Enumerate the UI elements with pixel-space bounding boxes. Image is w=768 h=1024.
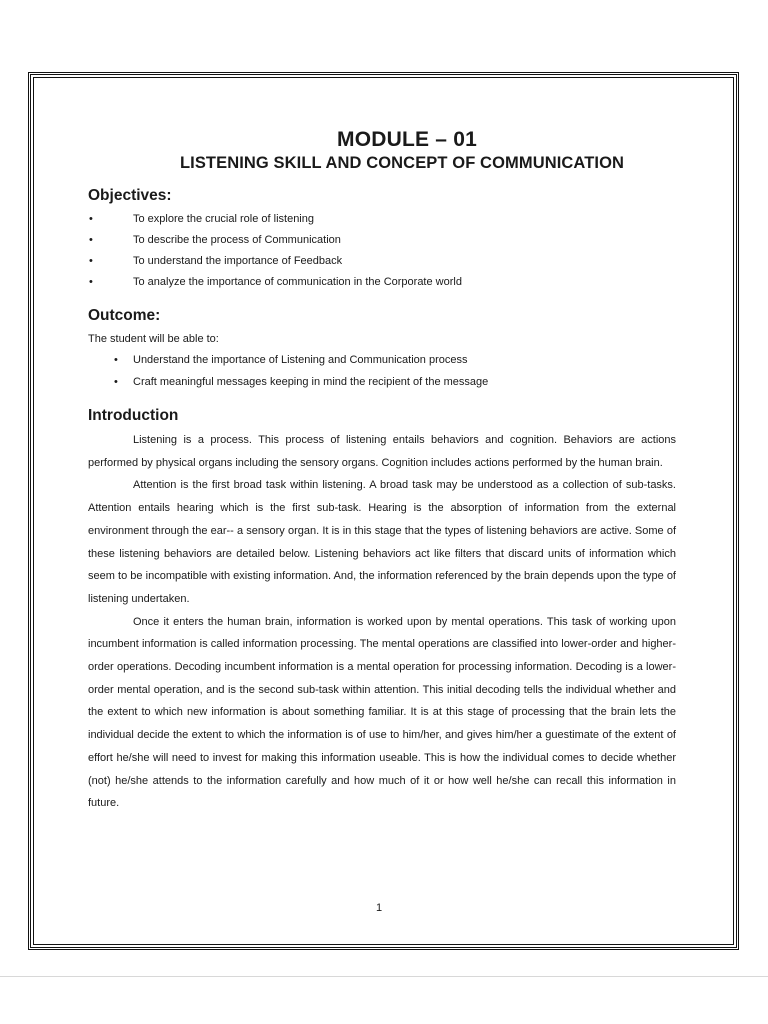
objective-item: [88, 251, 676, 272]
objective-item: [88, 209, 676, 230]
bullet-icon: •: [89, 213, 93, 225]
objective-item: [88, 230, 676, 251]
intro-paragraph: Attention is the first broad task within listening. A broad task may be understood as a collection of sub-tasks. Attention entails hearing which is the first sub-task. Hearing is the absorption of information from the external environment through the ear-- a sensory organ. It is in this stage that the types of listening behaviors are active. Some of these listening behaviors are detailed below. Listening behaviors act like filters that discard units of information which seem to be incompatible with existing information. And, the information referenced by the brain depends upon the type of listening undertaken.: [88, 479, 676, 605]
outcome-text: Understand the importance of Listening and Communication process: [133, 354, 468, 366]
bullet-icon: •: [114, 376, 118, 388]
outcome-item: [88, 349, 676, 371]
outcome-list: [88, 349, 676, 393]
objective-text: To describe the process of Communication: [133, 234, 341, 246]
outcome-heading: Outcome:: [88, 307, 161, 324]
document-content: [88, 128, 676, 815]
bullet-icon: •: [89, 255, 93, 267]
intro-paragraph: Once it enters the human brain, information is worked upon by mental operations. This task of working upon incumbent information is called information processing. The mental operations are classified into lower-order and higher-order operations. Decoding incumbent information is a mental operation for processing information. Decoding is a lower-order mental operation, and is the second sub-task within attention. This initial decoding tells the individual whether and the extent to which new information is about something familiar. It is at this stage of processing that the brain lets the individual decide the extent to which the information is of use to him/her, and gives him/her a guestimate of the extent of effort he/she will need to invest for making this information useable. This is how the individual comes to decide whether (not) he/she attends to the information carefully and how much of it or how well he/she can recall this information in future.: [88, 615, 676, 810]
objective-item: [88, 272, 676, 293]
outcome-text: Craft meaningful messages keeping in mind the recipient of the message: [133, 376, 489, 388]
objective-text: To understand the importance of Feedback: [133, 255, 343, 267]
module-title: MODULE – 01: [337, 128, 477, 151]
objectives-list: [88, 209, 676, 293]
outcome-item: [88, 371, 676, 393]
objective-text: To analyze the importance of communication in the Corporate world: [133, 276, 462, 288]
bullet-icon: •: [89, 234, 93, 246]
bullet-icon: •: [114, 354, 118, 366]
bullet-icon: •: [89, 276, 93, 288]
objective-text: To explore the crucial role of listening: [133, 213, 314, 225]
objectives-heading: Objectives:: [88, 187, 172, 204]
module-subtitle: LISTENING SKILL AND CONCEPT OF COMMUNICATION: [179, 154, 625, 172]
intro-paragraph: Listening is a process. This process of listening entails behaviors and cognition. Behaviors are actions performed by physical organs including the sensory organs. Cognition includes actions performed by the human brain.: [88, 434, 676, 469]
page-divider: [0, 976, 768, 977]
introduction-heading: Introduction: [88, 407, 179, 424]
outcome-lead: The student will be able to:: [88, 333, 219, 345]
page-number: 1: [376, 902, 383, 914]
